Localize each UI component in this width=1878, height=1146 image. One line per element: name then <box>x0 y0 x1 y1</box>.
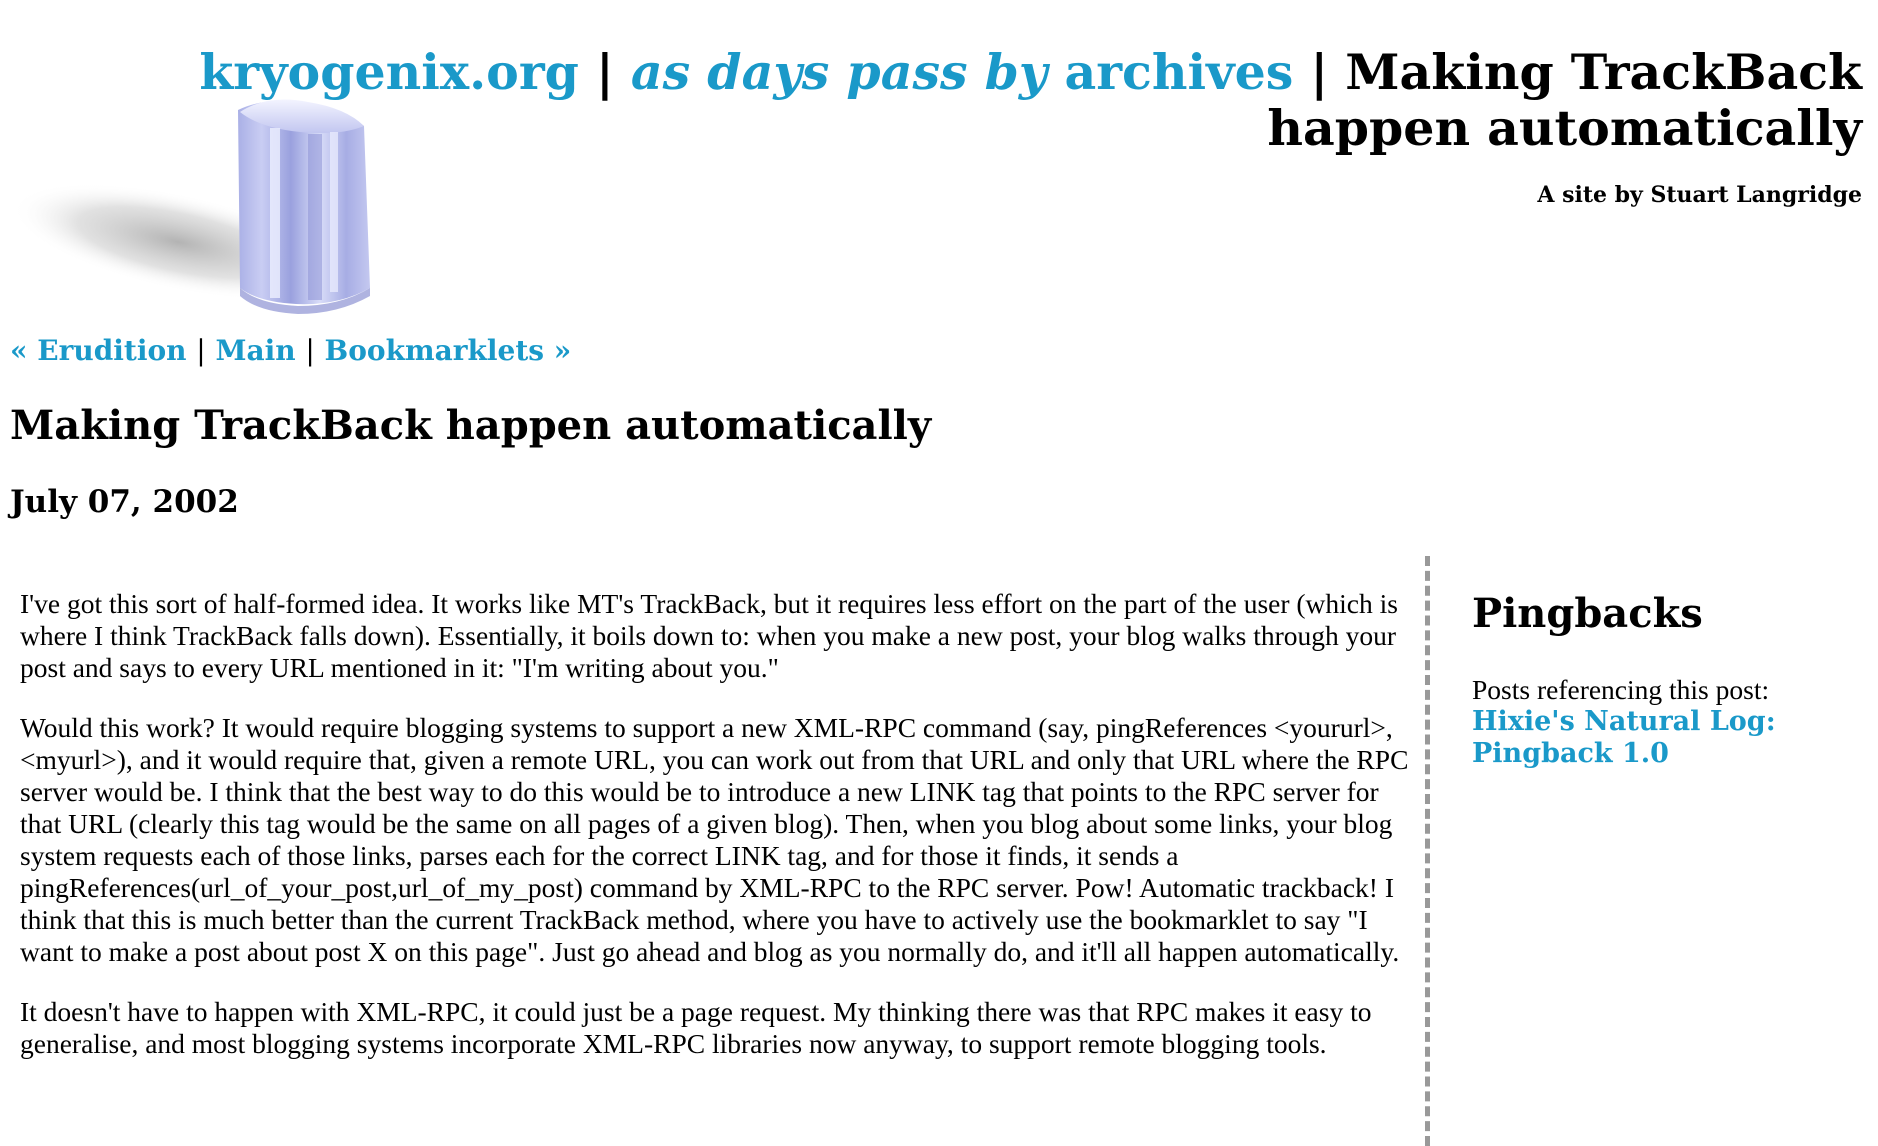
post-body <box>20 588 1415 1088</box>
post-date: July 07, 2002 <box>10 484 239 520</box>
site-byline: A site by Stuart Langridge <box>1537 182 1862 208</box>
blog-home-link[interactable]: as days pass by <box>630 43 1048 101</box>
pingbacks-intro: Posts referencing this post: <box>1472 674 1770 705</box>
column-divider <box>1425 556 1430 1146</box>
post-paragraph: It doesn't have to happen with XML-RPC, it could just be a page request. My thinking there was that RPC makes it easy to generalise, and most blogging systems incorporate XML-RPC libraries now anyway, to support remote blogging tools. <box>20 996 1372 1059</box>
post-paragraph: I've got this sort of half-formed idea. It works like MT's TrackBack, but it requires less effort on the part of the user (which is where I think TrackBack falls down). Essentially, it boils down to: when you make a new post, your blog walks through your post and says to every URL mentioned in it: "I'm writing about you." <box>20 588 1398 683</box>
title-separator: | <box>1310 43 1329 101</box>
nav-separator: | <box>305 334 315 367</box>
archives-link[interactable]: archives <box>1064 43 1294 101</box>
main-link[interactable]: Main <box>215 334 296 367</box>
page-title: Making TrackBack happen automatically <box>1267 43 1862 157</box>
pingbacks-heading: Pingbacks <box>1472 590 1703 637</box>
pingback-link[interactable]: Hixie's Natural Log: <box>1472 706 1776 737</box>
nav-separator: | <box>196 334 206 367</box>
post-paragraph: Would this work? It would require blogging systems to support a new XML-RPC command (say, pingReferences <yoururl>,<myurl>), and it would require that, given a remote URL, you can work out from that URL and only that URL where the RPC server would be. I think that the best way to do this would be to introduce a new LINK tag that points to the RPC server for that URL (clearly this tag would be the same on all pages of a given blog). Then, when you blog about some links, your blog system requests each of those links, parses each for the correct LINK tag, and for those it finds, it sends a pingReferences(url_of_your_post,url_of_my_post) command by XML-RPC to the RPC server. Pow! Automatic trackback! I think that this is much better than the current TrackBack method, where you have to actively use the bookmarklet to say "I want to make a post about post X on this page". Just go ahead and blog as you normally do, and it'll all happen automatically. <box>20 712 1409 967</box>
post-navigation <box>10 334 571 367</box>
next-post-link[interactable]: Bookmarklets » <box>324 334 572 367</box>
post-title: Making TrackBack happen automatically <box>10 402 932 449</box>
site-home-link[interactable]: kryogenix.org <box>199 43 579 101</box>
pingbacks-sidebar <box>1472 590 1862 770</box>
previous-post-link[interactable]: « Erudition <box>10 334 187 367</box>
title-separator: | <box>596 43 614 101</box>
pingback-link[interactable]: Pingback 1.0 <box>1472 738 1669 769</box>
site-title <box>150 44 1862 156</box>
